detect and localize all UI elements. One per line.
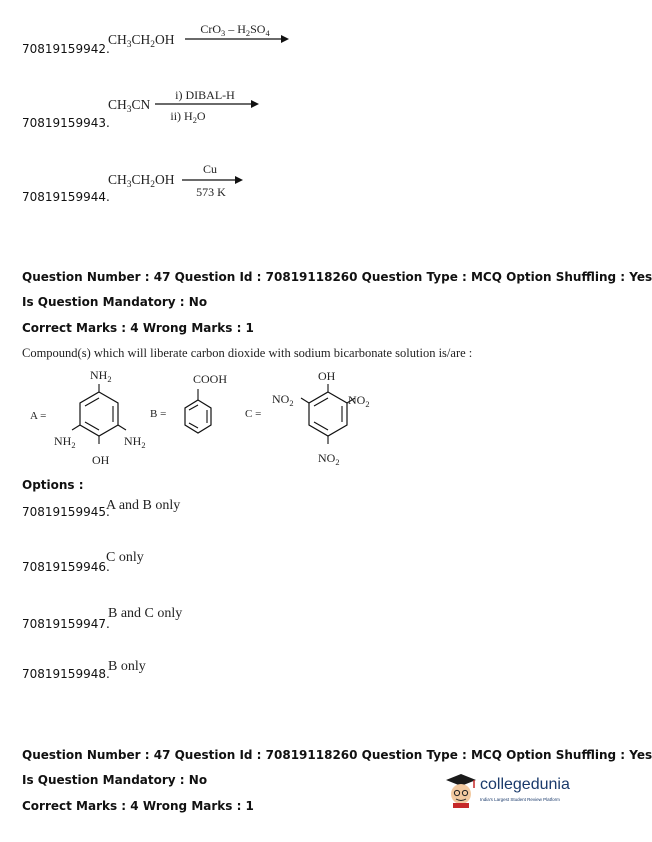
logo-name: collegedunia — [480, 776, 570, 793]
reaction-arrow — [155, 99, 260, 109]
option-id: 70819159948. — [22, 667, 110, 681]
structure-c-label: C = — [245, 408, 262, 420]
question-mandatory: Is Question Mandatory : No — [22, 773, 208, 787]
options-label: Options : — [22, 478, 84, 492]
reagent-below: 573 K — [196, 185, 226, 199]
option-id: 70819159943. — [22, 116, 110, 130]
substituent-nh2-right: $NH_2$ — [124, 434, 146, 450]
benzene-ring-b — [183, 386, 213, 442]
substituent-no2-bottom: $NO_2$ — [318, 451, 340, 467]
option-id: 70819159944. — [22, 190, 110, 204]
reaction-arrow — [182, 175, 244, 185]
question-header: Question Number : 47 Question Id : 70819118260 Question Type : MCQ Option Shuffling : Yes — [22, 748, 652, 762]
question-header: Question Number : 47 Question Id : 70819118260 Question Type : MCQ Option Shuffling : Yes — [22, 270, 652, 284]
option-id: 70819159947. — [22, 617, 110, 631]
reaction-arrow — [185, 34, 290, 44]
substituent-no2-left: $NO_2$ — [272, 392, 294, 408]
reactant: $CH_3CN$ — [108, 97, 151, 115]
option-id: 70819159946. — [22, 560, 110, 574]
option-text[interactable]: A and B only — [106, 498, 181, 513]
option-text[interactable]: C only — [106, 550, 144, 565]
reactant: $CH_3CH_2OH$ — [108, 32, 175, 50]
option-id: 70819159945. — [22, 505, 110, 519]
logo-tagline: India's Largest Student Review Platform — [480, 797, 560, 802]
reactant: $CH_3CH_2OH$ — [108, 172, 175, 190]
reagent-above: Cu — [202, 162, 217, 176]
substituent-no2-right: $NO_2$ — [348, 393, 370, 409]
question-mandatory: Is Question Mandatory : No — [22, 295, 208, 309]
benzene-ring-a — [74, 384, 124, 444]
substituent-nh2-top: $NH_2$ — [90, 368, 112, 384]
graduate-mascot-icon — [444, 772, 478, 808]
reagent-above: i) DIBAL-H — [175, 88, 235, 102]
structure-b-label: B = — [150, 408, 167, 420]
reagent-below: ii) $H_2O$ — [170, 109, 206, 125]
question-text: Compound(s) which will liberate carbon dioxide with sodium bicarbonate solution is/are : — [22, 346, 473, 360]
substituent-cooh: COOH — [193, 372, 228, 386]
option-text[interactable]: B and C only — [108, 606, 183, 621]
option-text[interactable]: B only — [108, 659, 146, 674]
structure-a-label: A = — [30, 410, 47, 422]
substituent-oh-bottom: OH — [92, 453, 110, 467]
collegedunia-logo[interactable] — [440, 770, 580, 810]
reagent-above: $CrO_3 - H_2SO_4$ — [200, 22, 270, 38]
substituent-nh2-left: $NH_2$ — [54, 434, 76, 450]
question-marks: Correct Marks : 4 Wrong Marks : 1 — [22, 799, 254, 813]
option-id: 70819159942. — [22, 42, 110, 56]
question-marks: Correct Marks : 4 Wrong Marks : 1 — [22, 321, 254, 335]
substituent-oh-top: OH — [318, 369, 336, 383]
